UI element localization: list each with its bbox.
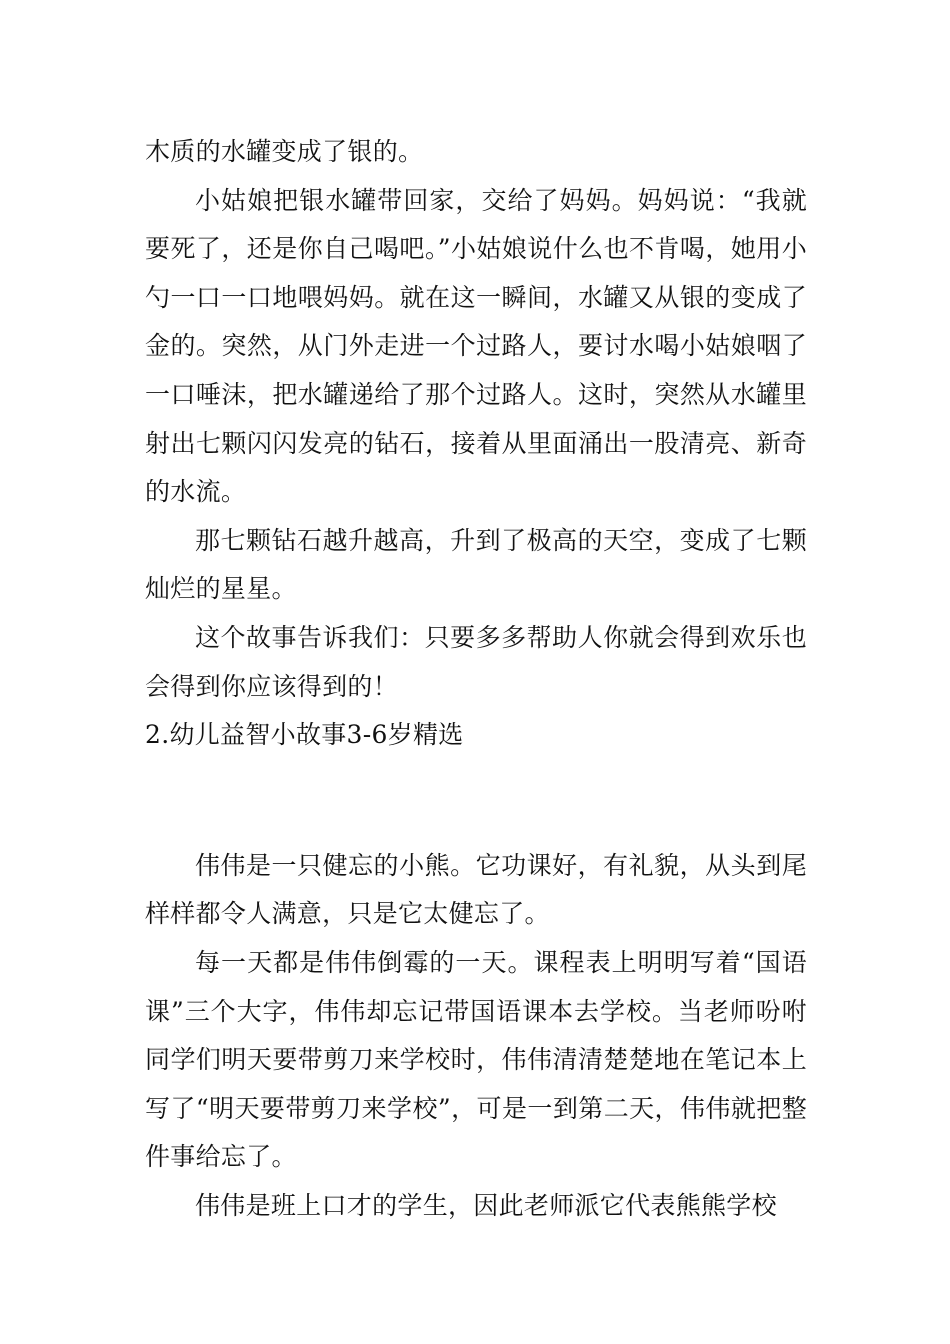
paragraph-silver-jug: 小姑娘把银水罐带回家，交给了妈妈。妈妈说：“我就要死了，还是你自己喝吧。”小姑娘说什么也不肯喝，她用小勺一口一口地喂妈妈。就在这一瞬间，水罐又从银的变成了金的。突然，从门外走进一个过路人，要讨水喝小姑娘咽了一口唾沫，把水罐递给了那个过路人。这时，突然从水罐里射出七颗闪闪发亮的钻石，接着从里面涌出一股清亮、新奇的水流。 [145, 185, 807, 507]
paragraph-seven-diamonds: 那七颗钻石越升越高，升到了极高的天空，变成了七颗灿烂的星星。 [145, 525, 807, 604]
paragraph-unlucky-day: 每一天都是伟伟倒霉的一天。课程表上明明写着“国语课”三个大字，伟伟却忘记带国语课本去学校。当老师吩咐同学们明天要带剪刀来学校时，伟伟清清楚楚地在笔记本上写了“明天要带剪刀来学校”，可是一到第二天，伟伟就把整件事给忘了。 [145, 947, 807, 1172]
paragraph-moral: 这个故事告诉我们：只要多多帮助人你就会得到欢乐也会得到你应该得到的！ [145, 622, 807, 701]
section-heading: 2.幼儿益智小故事3-6岁精选 [145, 720, 464, 750]
section-spacer [145, 760, 807, 842]
paragraph-continuation: 木质的水罐变成了银的。 [145, 137, 424, 166]
paragraph-eloquent-student: 伟伟是班上口才的学生，因此老师派它代表熊熊学校 [195, 1190, 777, 1220]
paragraph-forgetful-bear: 伟伟是一只健忘的小熊。它功课好，有礼貌，从头到尾样样都令人满意，只是它太健忘了。 [145, 850, 807, 929]
document-body [145, 128, 807, 1230]
